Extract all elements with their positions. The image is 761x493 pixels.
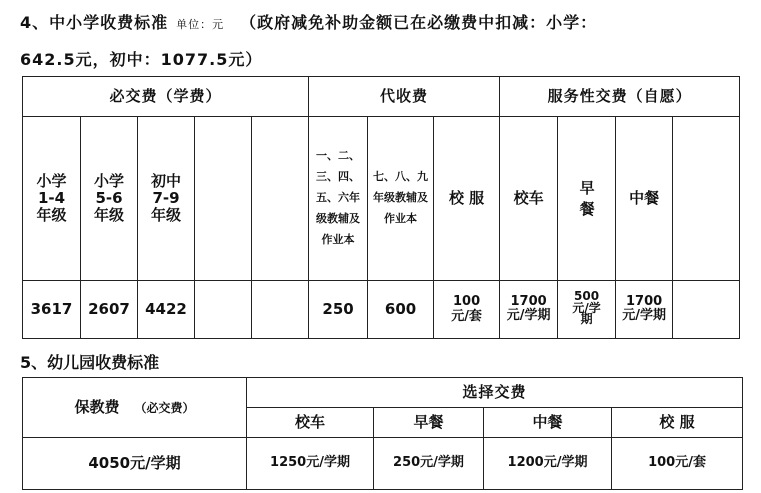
section-5-title: 5、幼儿园收费标准 <box>20 353 160 372</box>
section-4-heading <box>20 10 597 33</box>
col-primary-1-4: 小学1-4年级 <box>23 117 81 281</box>
school-fee-table <box>22 76 740 339</box>
col-kg-breakfast: 早餐 <box>374 408 484 438</box>
col-kg-lunch: 中餐 <box>484 408 612 438</box>
unit-label: 单位：元 <box>176 18 225 31</box>
col-breakfast: 早餐 <box>558 117 616 281</box>
col-kg-uniform: 校 服 <box>612 408 743 438</box>
col-school-bus: 校车 <box>500 117 558 281</box>
col-lunch: 中餐 <box>616 117 673 281</box>
group-required-fees: 必交费（学费） <box>23 77 309 117</box>
section-4-title: 4、中小学收费标准 <box>20 13 169 32</box>
group-service-fees: 服务性交费（自愿） <box>500 77 740 117</box>
col-books-grade-1-6: 一、二、三、四、五、六年级教辅及作业本 <box>309 117 368 281</box>
col-books-grade-7-9: 七、八、九 年级教辅及作业本 <box>368 117 434 281</box>
col-junior-7-9: 初中7-9年级 <box>138 117 195 281</box>
value-kg-breakfast: 250元/学期 <box>374 438 484 490</box>
group-collected-fees: 代收费 <box>309 77 500 117</box>
empty-cell <box>195 281 252 339</box>
value-kg-lunch: 1200元/学期 <box>484 438 612 490</box>
value-breakfast: 500元/学期 <box>558 281 616 339</box>
group-optional-fees: 选择交费 <box>247 378 743 408</box>
subsidy-note-line1: （政府减免补助金额已在必缴费中扣减：小学： <box>240 13 598 32</box>
empty-cell <box>673 281 740 339</box>
value-books-grade-1-6: 250 <box>309 281 368 339</box>
empty-cell <box>195 117 252 281</box>
empty-cell <box>673 117 740 281</box>
value-lunch: 1700元/学期 <box>616 281 673 339</box>
value-kg-care-fee: 4050元/学期 <box>23 438 247 490</box>
value-books-grade-7-9: 600 <box>368 281 434 339</box>
care-fee-note: （必交费） <box>134 400 195 415</box>
value-kg-school-bus: 1250元/学期 <box>247 438 374 490</box>
value-primary-1-4: 3617 <box>23 281 81 339</box>
col-kg-school-bus: 校车 <box>247 408 374 438</box>
empty-cell <box>252 281 309 339</box>
col-uniform: 校 服 <box>434 117 500 281</box>
kindergarten-fee-table <box>22 377 743 490</box>
care-fee-header <box>23 378 247 438</box>
subsidy-note-line2: 642.5元，初中：1077.5元） <box>20 50 263 69</box>
value-kg-uniform: 100元/套 <box>612 438 743 490</box>
empty-cell <box>252 117 309 281</box>
value-uniform: 100元/套 <box>434 281 500 339</box>
col-primary-5-6: 小学5-6年级 <box>81 117 138 281</box>
care-fee-label: 保教费 <box>74 397 120 416</box>
value-primary-5-6: 2607 <box>81 281 138 339</box>
value-school-bus: 1700元/学期 <box>500 281 558 339</box>
value-junior-7-9: 4422 <box>138 281 195 339</box>
